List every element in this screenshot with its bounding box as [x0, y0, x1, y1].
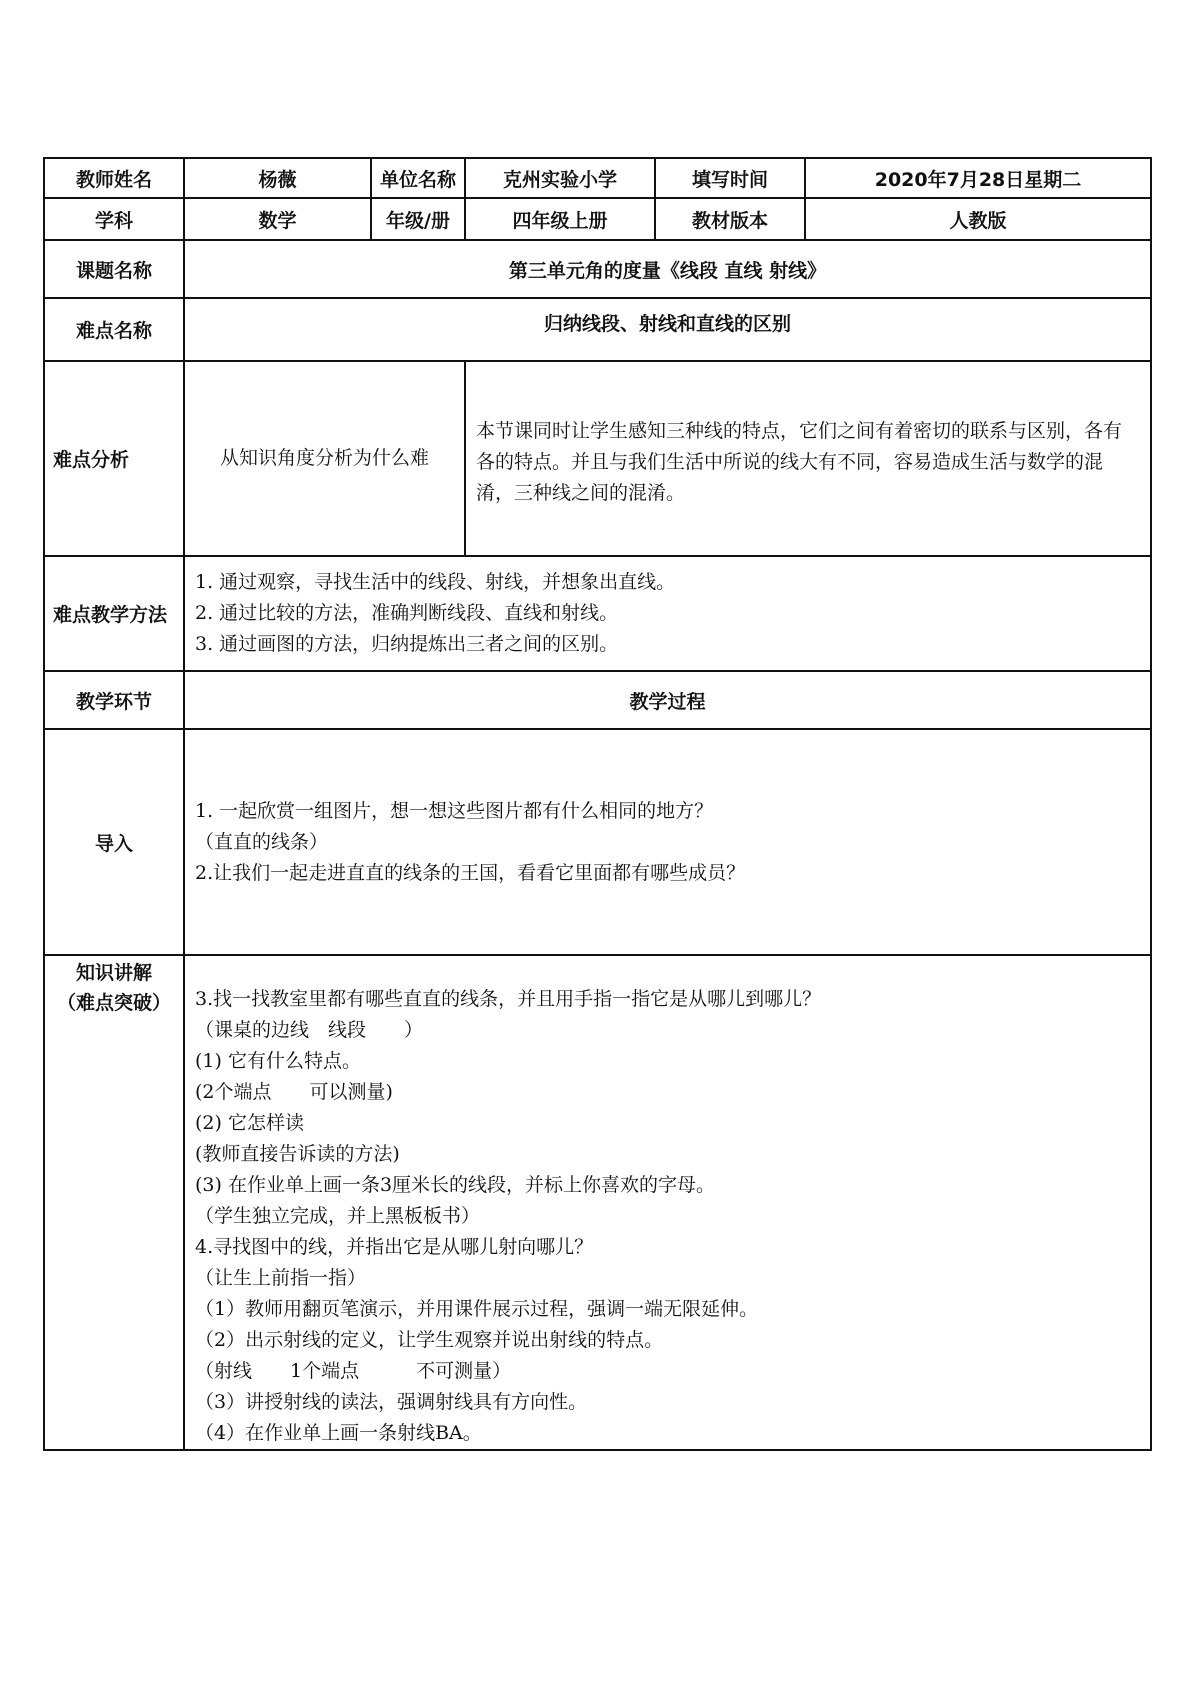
info-row-1 — [44, 158, 1151, 198]
methods-label: 难点教学方法 — [44, 556, 184, 671]
topic-label: 课题名称 — [44, 240, 184, 298]
knowledge-content — [184, 955, 1151, 1450]
intro-line: （直直的线条） — [195, 830, 329, 853]
grade-value: 四年级上册 — [465, 198, 655, 240]
knowledge-line: (2) 它怎样读 — [195, 1112, 304, 1134]
subject-value: 数学 — [184, 198, 371, 240]
knowledge-line: （让生上前指一指） — [195, 1267, 367, 1289]
knowledge-line: (3) 在作业单上画一条3厘米长的线段，并标上你喜欢的字母。 — [195, 1174, 716, 1196]
intro-label: 导入 — [44, 729, 184, 955]
knowledge-line: 4.寻找图中的线，并指出它是从哪儿射向哪儿？ — [195, 1236, 594, 1258]
edition-value: 人教版 — [805, 198, 1151, 240]
methods-list — [184, 556, 1151, 671]
lesson-plan-sheet — [43, 157, 1150, 1451]
process-value: 教学过程 — [184, 671, 1151, 729]
knowledge-line: （3）讲授射线的读法，强调射线具有方向性。 — [195, 1391, 588, 1413]
lesson-plan-table — [43, 157, 1152, 1451]
knowledge-line: (2个端点 可以测量) — [195, 1081, 393, 1103]
intro-line: 1. 一起欣赏一组图片，想一想这些图片都有什么相同的地方？ — [195, 799, 714, 822]
knowledge-row — [44, 955, 1151, 1450]
difficulty-row — [44, 298, 1151, 361]
subject-label: 学科 — [44, 198, 184, 240]
knowledge-label-line1: 知识讲解 — [75, 962, 152, 984]
method-item: 1. 通过观察，寻找生活中的线段、射线，并想象出直线。 — [195, 571, 676, 593]
process-label: 教学环节 — [44, 671, 184, 729]
method-item: 2. 通过比较的方法，准确判断线段、直线和射线。 — [195, 602, 619, 624]
teacher-label: 教师姓名 — [44, 158, 184, 198]
knowledge-line: （射线 1个端点 不可测量） — [195, 1360, 512, 1382]
info-row-2 — [44, 198, 1151, 240]
knowledge-line: （课桌的边线 线段 ） — [195, 1019, 424, 1041]
date-label: 填写时间 — [655, 158, 805, 198]
teacher-value: 杨薇 — [184, 158, 371, 198]
difficulty-value: 归纳线段、射线和直线的区别 — [184, 298, 1151, 361]
methods-row — [44, 556, 1151, 671]
unit-value: 克州实验小学 — [465, 158, 655, 198]
knowledge-line: （2）出示射线的定义，让学生观察并说出射线的特点。 — [195, 1329, 664, 1351]
knowledge-line: 3.找一找教室里都有哪些直直的线条，并且用手指一指它是从哪儿到哪儿？ — [195, 988, 822, 1010]
intro-line: 2.让我们一起走进直直的线条的王国，看看它里面都有哪些成员？ — [195, 861, 746, 884]
knowledge-label-line2: （难点突破） — [56, 992, 171, 1014]
knowledge-label — [44, 955, 184, 1450]
analysis-row — [44, 361, 1151, 556]
knowledge-line: (教师直接告诉读的方法) — [195, 1143, 400, 1165]
edition-label: 教材版本 — [655, 198, 805, 240]
knowledge-line: (1) 它有什么特点。 — [195, 1050, 361, 1072]
difficulty-label: 难点名称 — [44, 298, 184, 361]
grade-label: 年级/册 — [371, 198, 465, 240]
intro-content — [184, 729, 1151, 955]
unit-label: 单位名称 — [371, 158, 465, 198]
analysis-sub-label: 从知识角度分析为什么难 — [184, 361, 465, 556]
method-item: 3. 通过画图的方法，归纳提炼出三者之间的区别。 — [195, 633, 619, 655]
analysis-text: 本节课同时让学生感知三种线的特点，它们之间有着密切的联系与区别，各有各的特点。并且与我们生活中所说的线大有不同，容易造成生活与数学的混淆，三种线之间的混淆。 — [465, 361, 1151, 556]
analysis-label: 难点分析 — [44, 361, 184, 556]
knowledge-line: （学生独立完成，并上黑板板书） — [195, 1205, 481, 1227]
process-header-row — [44, 671, 1151, 729]
knowledge-line: （1）教师用翻页笔演示，并用课件展示过程，强调一端无限延伸。 — [195, 1298, 759, 1320]
knowledge-line: （4）在作业单上画一条射线BA。 — [195, 1422, 482, 1444]
intro-row — [44, 729, 1151, 955]
topic-value: 第三单元角的度量《线段 直线 射线》 — [184, 240, 1151, 298]
date-value: 2020年7月28日星期二 — [805, 158, 1151, 198]
topic-row — [44, 240, 1151, 298]
